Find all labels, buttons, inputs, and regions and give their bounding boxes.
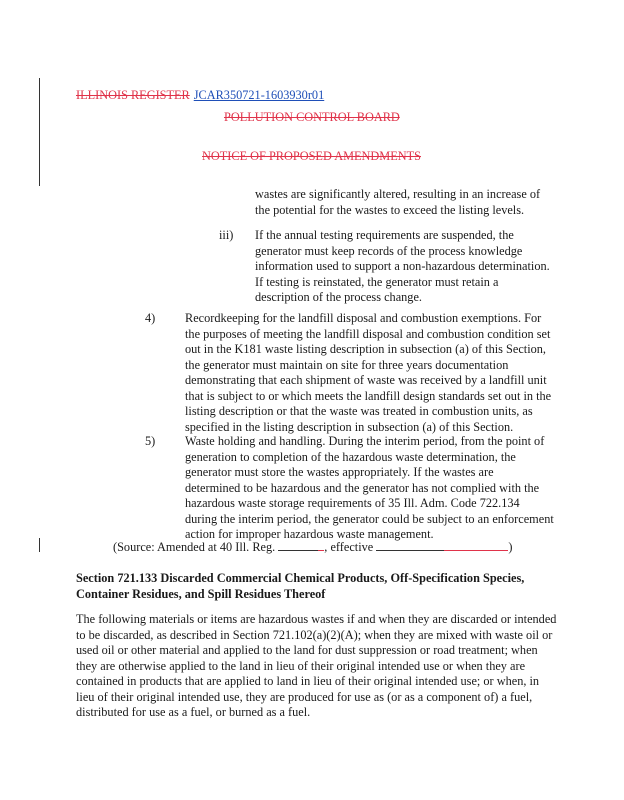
source-note: (Source: Amended at 40 Ill. Reg. , effective ) [113,540,513,554]
item-4-text: Recordkeeping for the landfill disposal and combustion exemptions. For the purposes of meeting the landfill disposal and combustion condition set out in the K181 waste listing description in subsection (a) of this Section, the generator must maintain on site for three years documentation demonstrating that each shipment of waste was received by a landfill unit that is subject to or which meets the landfill design standards set out in the listing description or that the waste was treated in combustion units, as specified in the listing description in subsection (a) of this Section. [185,311,552,434]
effective-blank [376,550,444,551]
jcar-code: JCAR350721-1603930r01 [193,88,325,102]
item-5-number: 5) [145,434,156,448]
item-iii-number: iii) [219,228,234,242]
section-heading: Section 721.133 Discarded Commercial Chemical Products, Off-Specification Species, Container Residues, and Spill Residues Thereof [76,571,525,601]
change-bar-source [39,538,40,552]
effective-blank-strike [444,550,508,551]
board-name: POLLUTION CONTROL BOARD [224,110,400,124]
item-4-number: 4) [145,311,156,325]
item-5-text: Waste holding and handling. During the interim period, from the point of generation to completion of the hazardous waste determination, the generator must store the wastes appropriately. If the wastes are determined to be hazardous and the generator has not complied with the hazardous waste storage requirements of 35 Ill. Adm. Code 722.134 during the interim period, the generator could be subject to an enforcement action for improper hazardous waste management. [185,434,554,541]
change-bar-top [39,78,40,186]
register-header [76,88,324,103]
register-blank [278,550,318,551]
notice-title: NOTICE OF PROPOSED AMENDMENTS [202,149,421,163]
continuation-text: wastes are significantly altered, resulting in an increase of the potential for the wastes to exceed the listing levels. [255,187,541,217]
register-title: ILLINOIS REGISTER [76,88,190,102]
section-body-paragraph: The following materials or items are hazardous wastes if and when they are discarded or intended to be discarded, as described in Section 721.102(a)(2)(A); when they are mixed with waste oil or used oil or other material and applied to the land for dust suppression or road treatment; when they are otherwise applied to the land in lieu of their original intended use or when they are contained in products that are applied to land in lieu of their original intended use; or when, in lieu of their original intended use, they are produced for use as (or as a component of) a fuel, distributed for use as a fuel, or burned as a fuel. [76,612,557,719]
item-iii-text: If the annual testing requirements are suspended, the generator must keep records of the process knowledge information used to support a non-hazardous determination. If testing is reinstated, the generator must retain a description of the process change. [255,228,550,304]
